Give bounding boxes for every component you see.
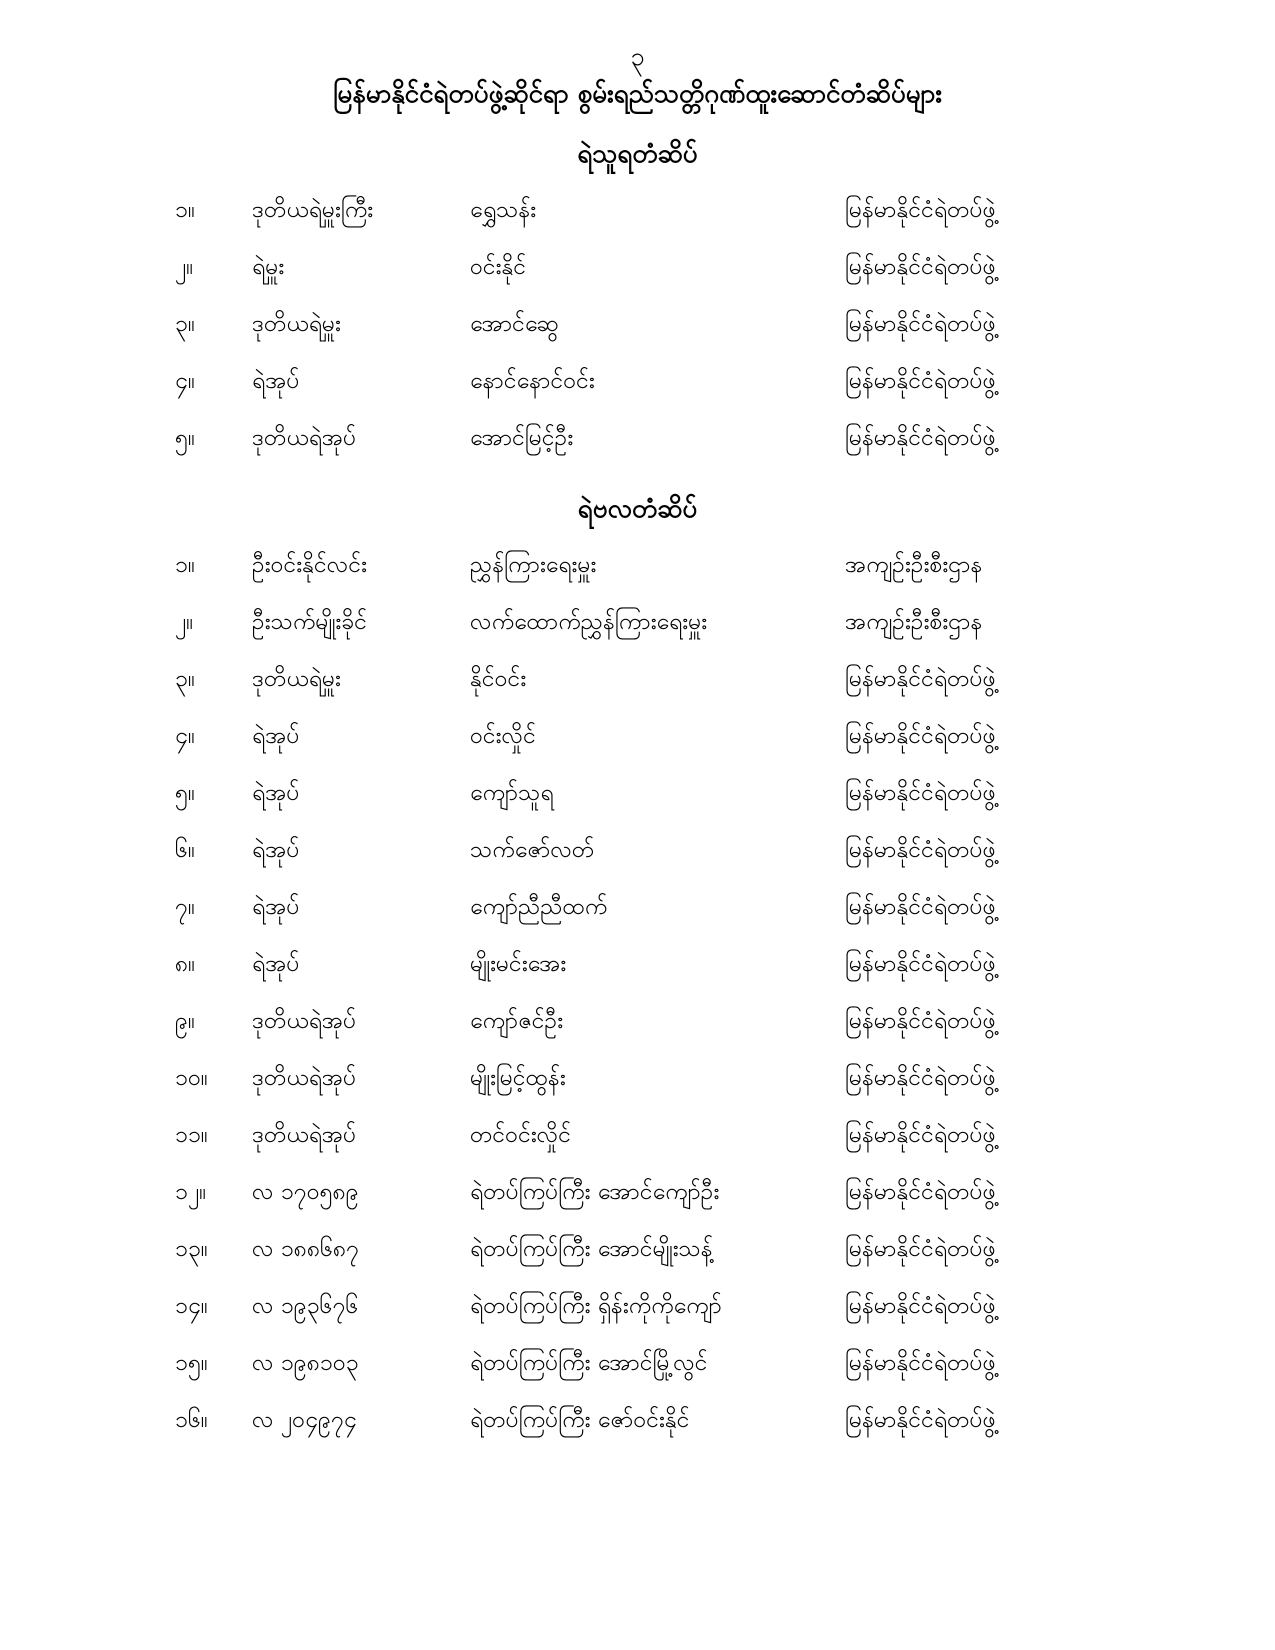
row-number: ၄။: [175, 367, 195, 394]
name-or-position: ကျော်ညီညီထက်: [470, 893, 608, 920]
list-row: [0, 650, 1275, 707]
name-or-position: ညွှန်ကြားရေးမှူး: [470, 551, 597, 578]
name-or-position: ရွှေသန်း: [470, 196, 537, 223]
name-or-position: လက်ထောက်ညွှန်ကြားရေးမှူး: [470, 608, 708, 635]
list-row: [0, 821, 1275, 878]
rank-or-service-id: လ ၁၉၈၁၀၃: [252, 1349, 359, 1376]
list-row: [0, 878, 1275, 935]
rank-or-service-id: ရဲအုပ်: [252, 367, 300, 394]
rank-or-service-id: ဦးဝင်းနိုင်လင်း: [252, 551, 367, 578]
organization: မြန်မာနိုင်ငံရဲတပ်ဖွဲ့: [845, 950, 996, 977]
row-number: ၁၀။: [175, 1064, 208, 1091]
rank-or-service-id: ဒုတိယရဲမှူး: [252, 665, 341, 692]
name-or-position: ရဲတပ်ကြပ်ကြီး ဇော်ဝင်းနိုင်: [470, 1406, 690, 1433]
row-number: ၇။: [175, 893, 195, 920]
document-title: မြန်မာနိုင်ငံရဲတပ်ဖွဲ့ဆိုင်ရာ စွမ်းရည်သတ္တိဂုဏ်ထူးဆောင်တံဆိပ်များ: [333, 79, 942, 109]
rank-or-service-id: လ ၁၈၈၆၈၇: [252, 1235, 360, 1262]
rank-or-service-id: ဒုတိယရဲအုပ်: [252, 1121, 357, 1148]
row-number: ၁၂။: [175, 1178, 207, 1205]
name-or-position: ရဲတပ်ကြပ်ကြီး အောင်မျိုးသန့်: [470, 1235, 713, 1262]
rank-or-service-id: ဦးသက်မျိုးခိုင်: [252, 608, 367, 635]
page-number: ၃: [630, 42, 645, 71]
rank-or-service-id: ဒုတိယရဲအုပ်: [252, 1007, 357, 1034]
rank-or-service-id: ရဲအုပ်: [252, 836, 300, 863]
row-number: ၁။: [175, 551, 195, 578]
list-row: [0, 707, 1275, 764]
name-or-position: နောင်နောင်ဝင်း: [470, 367, 595, 394]
row-number: ၃။: [175, 310, 195, 337]
organization: မြန်မာနိုင်ငံရဲတပ်ဖွဲ့: [845, 779, 996, 806]
organization: မြန်မာနိုင်ငံရဲတပ်ဖွဲ့: [845, 1121, 996, 1148]
list-row: [0, 1163, 1275, 1220]
organization: မြန်မာနိုင်ငံရဲတပ်ဖွဲ့: [845, 1292, 996, 1319]
list-row: [0, 296, 1275, 353]
organization: မြန်မာနိုင်ငံရဲတပ်ဖွဲ့: [845, 836, 996, 863]
list-row: [0, 1049, 1275, 1106]
list-row: [0, 992, 1275, 1049]
row-number: ၁။: [175, 196, 195, 223]
row-number: ၆။: [175, 836, 195, 863]
row-number: ၈။: [175, 950, 196, 977]
rank-or-service-id: ရဲအုပ်: [252, 893, 300, 920]
row-number: ၄။: [175, 722, 195, 749]
name-or-position: သက်ဇော်လတ်: [470, 836, 595, 863]
section-police-gallantry-medal: [0, 493, 1275, 1449]
list-row: [0, 239, 1275, 296]
name-or-position: နိုင်ဝင်း: [470, 665, 527, 692]
rank-or-service-id: လ ၂၀၄၉၇၄: [252, 1406, 357, 1433]
row-number: ၂။: [175, 608, 194, 635]
medal-recipient-list: [0, 536, 1275, 1448]
name-or-position: အောင်ဆွေ: [470, 310, 559, 337]
name-or-position: တင်ဝင်းလှိုင်: [470, 1121, 571, 1148]
name-or-position: မျိုးမြင့်ထွန်း: [470, 1064, 566, 1091]
name-or-position: ရဲတပ်ကြပ်ကြီး အောင်ကျော်ဦး: [470, 1178, 720, 1205]
organization: မြန်မာနိုင်ငံရဲတပ်ဖွဲ့: [845, 367, 996, 394]
organization: မြန်မာနိုင်ငံရဲတပ်ဖွဲ့: [845, 1406, 996, 1433]
row-number: ၉။: [175, 1007, 195, 1034]
section-heading: ရဲသူရတံဆိပ်: [577, 138, 698, 169]
name-or-position: အောင်မြင့်ဦး: [470, 424, 574, 451]
row-number: ၅။: [175, 779, 195, 806]
rank-or-service-id: ရဲအုပ်: [252, 950, 300, 977]
section-police-hero-medal: [0, 138, 1275, 467]
organization: မြန်မာနိုင်ငံရဲတပ်ဖွဲ့: [845, 424, 996, 451]
name-or-position: ဝင်းလှိုင်: [470, 722, 536, 749]
rank-or-service-id: ဒုတိယရဲမှူးကြီး: [252, 196, 374, 223]
list-row: [0, 1334, 1275, 1391]
organization: အကျဉ်းဦးစီးဌာန: [845, 608, 983, 635]
row-number: ၁၄။: [175, 1292, 208, 1319]
list-row: [0, 536, 1275, 593]
organization: အကျဉ်းဦးစီးဌာန: [845, 551, 983, 578]
organization: မြန်မာနိုင်ငံရဲတပ်ဖွဲ့: [845, 196, 996, 223]
row-number: ၁၆။: [175, 1406, 208, 1433]
name-or-position: မျိုးမင်းအေး: [470, 950, 567, 977]
rank-or-service-id: လ ၁၉၃၆၇၆: [252, 1292, 359, 1319]
row-number: ၁၁။: [175, 1121, 208, 1148]
organization: မြန်မာနိုင်ငံရဲတပ်ဖွဲ့: [845, 1007, 996, 1034]
organization: မြန်မာနိုင်ငံရဲတပ်ဖွဲ့: [845, 893, 996, 920]
organization: မြန်မာနိုင်ငံရဲတပ်ဖွဲ့: [845, 310, 996, 337]
name-or-position: ရဲတပ်ကြပ်ကြီး အောင်မြို့လွင်: [470, 1349, 708, 1376]
name-or-position: ဝင်းနိုင်: [470, 253, 527, 280]
list-row: [0, 935, 1275, 992]
organization: မြန်မာနိုင်ငံရဲတပ်ဖွဲ့: [845, 665, 996, 692]
organization: မြန်မာနိုင်ငံရဲတပ်ဖွဲ့: [845, 1235, 996, 1262]
row-number: ၅။: [175, 424, 195, 451]
rank-or-service-id: ဒုတိယရဲအုပ်: [252, 1064, 357, 1091]
name-or-position: ကျော်ဇင်ဦး: [470, 1007, 564, 1034]
organization: မြန်မာနိုင်ငံရဲတပ်ဖွဲ့: [845, 1349, 996, 1376]
organization: မြန်မာနိုင်ငံရဲတပ်ဖွဲ့: [845, 1178, 996, 1205]
list-row: [0, 182, 1275, 239]
row-number: ၂။: [175, 253, 194, 280]
row-number: ၁၅။: [175, 1349, 208, 1376]
list-row: [0, 353, 1275, 410]
name-or-position: ကျော်သူရ: [470, 779, 554, 806]
rank-or-service-id: လ ၁၇၀၅၈၉: [252, 1178, 359, 1205]
list-row: [0, 1391, 1275, 1448]
rank-or-service-id: ရဲအုပ်: [252, 722, 300, 749]
list-row: [0, 1106, 1275, 1163]
list-row: [0, 410, 1275, 467]
name-or-position: ရဲတပ်ကြပ်ကြီး ရှိန်းကိုကိုကျော်: [470, 1292, 722, 1319]
list-row: [0, 1220, 1275, 1277]
row-number: ၃။: [175, 665, 195, 692]
organization: မြန်မာနိုင်ငံရဲတပ်ဖွဲ့: [845, 1064, 996, 1091]
organization: မြန်မာနိုင်ငံရဲတပ်ဖွဲ့: [845, 253, 996, 280]
list-row: [0, 764, 1275, 821]
list-row: [0, 1277, 1275, 1334]
rank-or-service-id: ရဲမှူး: [252, 253, 285, 280]
row-number: ၁၃။: [175, 1235, 208, 1262]
list-row: [0, 593, 1275, 650]
rank-or-service-id: ဒုတိယရဲအုပ်: [252, 424, 357, 451]
medal-recipient-list: [0, 182, 1275, 467]
rank-or-service-id: ဒုတိယရဲမှူး: [252, 310, 341, 337]
rank-or-service-id: ရဲအုပ်: [252, 779, 300, 806]
section-heading: ရဲဗလတံဆိပ်: [577, 493, 698, 524]
organization: မြန်မာနိုင်ငံရဲတပ်ဖွဲ့: [845, 722, 996, 749]
